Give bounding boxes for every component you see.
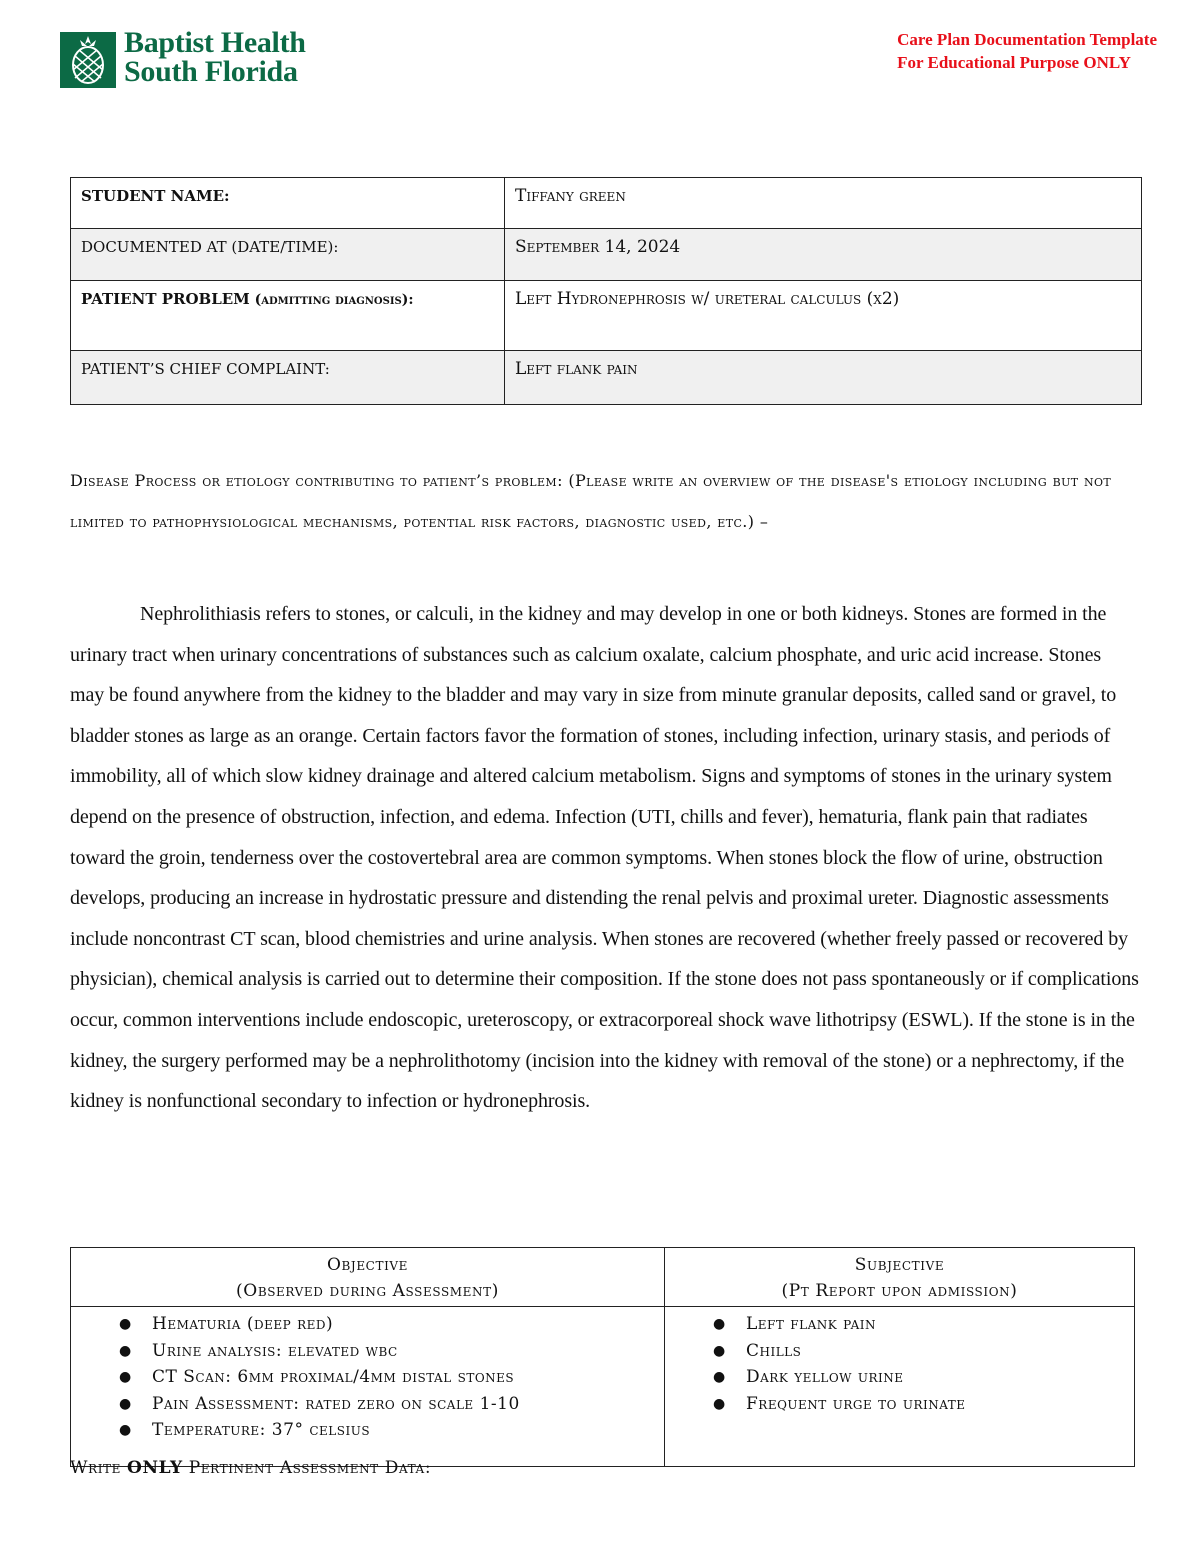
template-note-line-2: For Educational Purpose ONLY (897, 53, 1131, 72)
objective-item-text: Temperature: 37° celsius (152, 1420, 371, 1441)
patient-info-table (70, 177, 1142, 405)
bullet-icon: ● (713, 1369, 726, 1386)
subjective-item-text: Frequent urge to urinate (746, 1393, 966, 1414)
bullet-icon: ● (713, 1395, 726, 1412)
bullet-icon: ● (119, 1369, 132, 1386)
subjective-item-text: Chills (746, 1340, 802, 1361)
pertinent-data-heading (70, 1458, 431, 1478)
bullet-icon: ● (713, 1316, 726, 1332)
bullet-icon: ● (119, 1395, 132, 1412)
logo-line-1: Baptist Health (124, 26, 306, 59)
list-item (119, 1311, 664, 1338)
list-item (713, 1311, 1134, 1338)
documented-value: September 14, 2024 (505, 229, 1142, 281)
template-note (897, 28, 1157, 74)
subjective-list (665, 1311, 1134, 1417)
patient-problem-label-cell (71, 281, 505, 351)
assessment-header-row (71, 1248, 1135, 1307)
documented-row (71, 229, 1142, 281)
patient-problem-label-sub: (admitting diagnosis): (254, 292, 414, 308)
patient-problem-value: Left Hydronephrosis w/ ureteral calculus (x2) (505, 281, 1142, 351)
subjective-header (665, 1248, 1135, 1307)
pertinent-data-prefix: Write (70, 1458, 128, 1478)
bullet-icon: ● (119, 1342, 132, 1359)
patient-problem-label: PATIENT PROBLEM (81, 290, 250, 308)
chief-complaint-row (71, 351, 1142, 405)
list-item (119, 1364, 664, 1391)
bullet-icon: ● (119, 1316, 132, 1332)
objective-title: Objective (326, 1255, 409, 1275)
objective-header (71, 1248, 665, 1307)
logo-wordmark (124, 28, 306, 86)
assessment-body-row (71, 1307, 1135, 1467)
student-name-value: Tiffany green (505, 178, 1142, 229)
subjective-cell (665, 1307, 1135, 1467)
subjective-title: Subjective (854, 1255, 945, 1275)
list-item (713, 1391, 1134, 1418)
chief-complaint-label: PATIENT’S CHIEF COMPLAINT: (71, 351, 505, 405)
patient-problem-row (71, 281, 1142, 351)
objective-item-text: Pain Assessment: rated zero on scale 1-10 (152, 1393, 520, 1414)
objective-list (71, 1311, 664, 1444)
documented-label: DOCUMENTED AT (DATE/TIME): (71, 229, 505, 281)
objective-subtitle: (Observed during Assessment) (236, 1281, 499, 1301)
pertinent-data-suffix: Pertinent Assessment Data: (182, 1458, 432, 1478)
pertinent-data-emphasis: ONLY (127, 1458, 183, 1478)
objective-cell (71, 1307, 665, 1467)
disease-process-prompt: Disease Process or etiology contributing to patient’s problem: (Please write an overview of the disease's etiology including but not limited to pathophysiological mechanisms, potential risk factors, diagnostic used, etc.) – (70, 471, 1112, 531)
list-item (713, 1338, 1134, 1365)
subjective-subtitle: (Pt Report upon admission) (781, 1281, 1018, 1301)
objective-item-text: Urine analysis: elevated wbc (152, 1340, 398, 1361)
template-note-line-1: Care Plan Documentation Template (897, 30, 1157, 49)
objective-item-text: Hematuria (deep red) (152, 1314, 334, 1334)
bullet-icon: ● (119, 1422, 132, 1439)
subjective-item-text: Left flank pain (746, 1314, 876, 1334)
logo-line-2: South Florida (124, 55, 298, 88)
list-item (119, 1338, 664, 1365)
list-item (119, 1391, 664, 1418)
disease-process-narrative: Nephrolithiasis refers to stones, or calculi, in the kidney and may develop in one or both kidneys. Stones are formed in the urinary tract when urinary concentrations of substances such as calcium oxalate, calcium phosphate, and uric acid increase. Stones may be found anywhere from the kidney to the bladder and may vary in size from minute granular deposits, called sand or gravel, to bladder stones as large as an orange. Certain factors favor the formation of stones, including infection, urinary stasis, and periods of immobility, all of which slow kidney drainage and altered calcium metabolism. Signs and symptoms of stones in the urinary system depend on the presence of obstruction, infection, and edema. Infection (UTI, chills and fever), hematuria, flank pain that radiates toward the groin, tenderness over the costovertebral area are common symptoms. When stones block the flow of urine, obstruction develops, producing an increase in hydrostatic pressure and distending the renal pelvis and proximal ureter. Diagnostic assessments include noncontrast CT scan, blood chemistries and urine analysis. When stones are recovered (whether freely passed or recovered by physician), chemical analysis is carried out to determine their composition. If the stone does not pass spontaneously or if complications occur, common interventions include endoscopic, ureteroscopy, or extracorporeal shock wave lithotripsy (ESWL). If the stone is in the kidney, the surgery performed may be a nephrolithotomy (incision into the kidney with removal of the stone) or a nephrectomy, if the kidney is nonfunctional secondary to infection or hydronephrosis. (70, 603, 1139, 1113)
pineapple-logo-icon (60, 32, 116, 88)
assessment-table (70, 1247, 1135, 1467)
chief-complaint-value: Left flank pain (505, 351, 1142, 405)
brand-logo (60, 26, 350, 90)
subjective-item-text: Dark yellow urine (746, 1367, 904, 1388)
student-name-label: STUDENT NAME: (71, 178, 505, 229)
student-name-row (71, 178, 1142, 229)
bullet-icon: ● (713, 1342, 726, 1359)
list-item (713, 1364, 1134, 1391)
objective-item-text: CT Scan: 6mm proximal/4mm distal stones (152, 1367, 515, 1388)
list-item (119, 1417, 664, 1444)
